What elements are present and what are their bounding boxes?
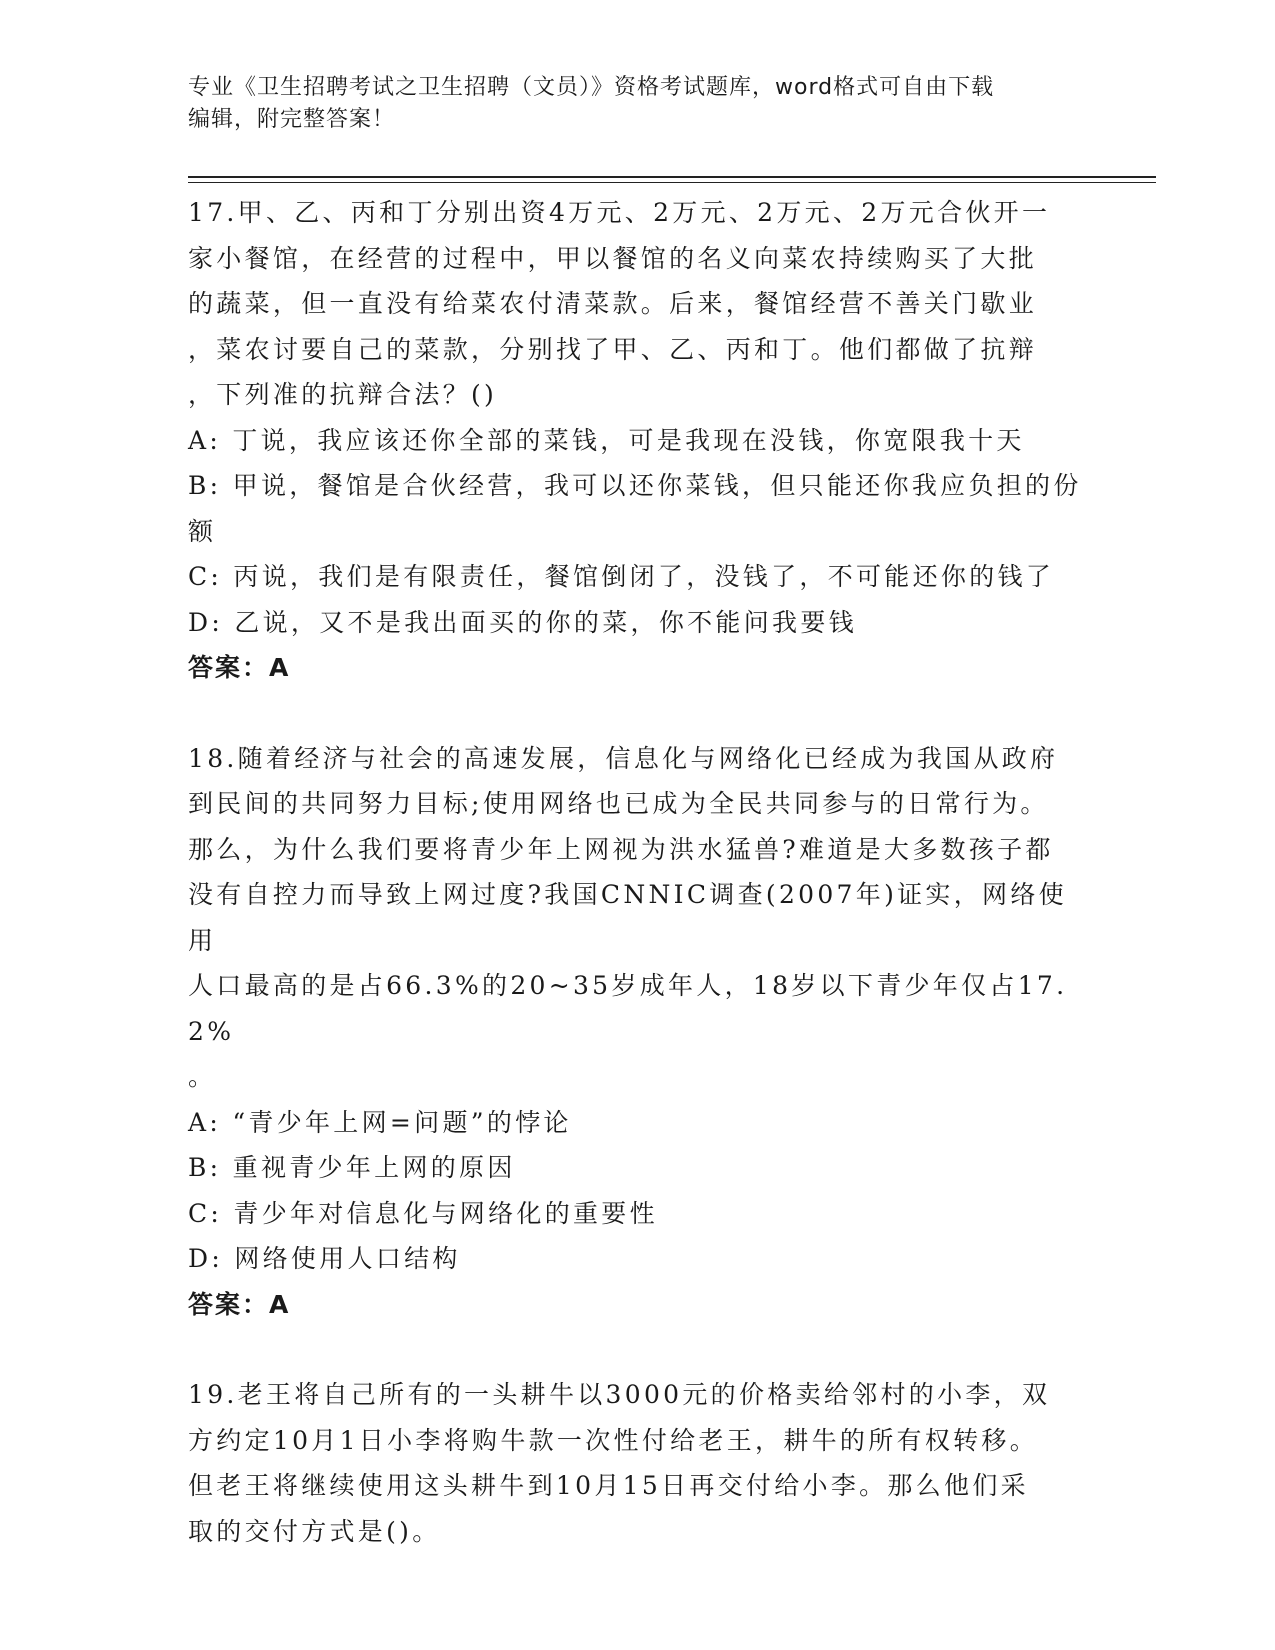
header-title-line-1: 专业《卫生招聘考试之卫生招聘（文员）》资格考试题库，word格式可自由下载 [188, 75, 995, 100]
question-stem-line: 方约定10月1日小李将购牛款一次性付给老王，耕牛的所有权转移。 [188, 1425, 1039, 1455]
answer-label: 答案：A [188, 653, 291, 682]
question-stem-line: ，下列准的抗辩合法？() [188, 380, 498, 409]
spacer [188, 691, 1088, 736]
header-rule-thin [188, 182, 1156, 183]
option-b: B: 重视青少年上网的原因 [188, 1153, 516, 1182]
question-stem-line: 18.随着经济与社会的高速发展，信息化与网络化已经成为我国从政府 [188, 743, 1059, 773]
header-rule [188, 176, 1156, 178]
question-stem-line: 。 [188, 1062, 217, 1091]
question-stem-line: 但老王将继续使用这头耕牛到10月15日再交付给小李。那么他们采 [188, 1471, 1029, 1500]
question-stem-line: 的蔬菜，但一直没有给菜农付清菜款。后来，餐馆经营不善关门歇业 [188, 289, 1038, 318]
question-stem-line: 取的交付方式是()。 [188, 1516, 441, 1546]
option-a: A: 丁说，我应该还你全部的菜钱，可是我现在没钱，你宽限我十天 [188, 425, 1025, 455]
question-stem-line: 到民间的共同努力目标;使用网络也已成为全民共同参与的日常行为。 [188, 789, 1049, 818]
question-stem-line: ，菜农讨要自己的菜款，分别找了甲、乙、丙和丁。他们都做了抗辩 [188, 334, 1038, 364]
answer-label: 答案：A [188, 1289, 291, 1319]
question-stem-line: 家小餐馆，在经营的过程中，甲以餐馆的名义向菜农持续购买了大批 [188, 243, 1038, 273]
page-header [188, 72, 1068, 136]
question-stem-line: 人口最高的是占66.3%的20~35岁成年人，18岁以下青少年仅占17.2% [188, 971, 1068, 1046]
question-stem-line: 没有自控力而导致上网过度?我国CNNIC调查(2007年)证实，网络使用 [188, 880, 1067, 955]
option-a: A: “青少年上网=问题”的悖论 [188, 1107, 572, 1137]
question-stem-line: 17.甲、乙、丙和丁分别出资4万元、2万元、2万元、2万元合伙开一 [188, 198, 1051, 227]
option-b: B: 甲说，餐馆是合伙经营，我可以还你菜钱，但只能还你我应负担的份额 [188, 471, 1082, 546]
option-d: D: 乙说，又不是我出面买的你的菜，你不能问我要钱 [188, 607, 857, 637]
option-c: C: 丙说，我们是有限责任，餐馆倒闭了，没钱了，不可能还你的钱了 [188, 562, 1055, 591]
option-c: C: 青少年对信息化与网络化的重要性 [188, 1198, 658, 1228]
question-18 [188, 736, 1088, 1328]
question-stem-line: 19.老王将自己所有的一头耕牛以3000元的价格卖给邻村的小李，双 [188, 1380, 1051, 1409]
option-d: D: 网络使用人口结构 [188, 1244, 461, 1273]
question-stem-line: 那么，为什么我们要将青少年上网视为洪水猛兽?难道是大多数孩子都 [188, 834, 1054, 864]
header-title-line-2: 编辑，附完整答案！ [188, 107, 396, 132]
question-list [188, 190, 1088, 1554]
spacer [188, 1327, 1088, 1372]
question-17 [188, 190, 1088, 691]
question-19 [188, 1372, 1088, 1554]
